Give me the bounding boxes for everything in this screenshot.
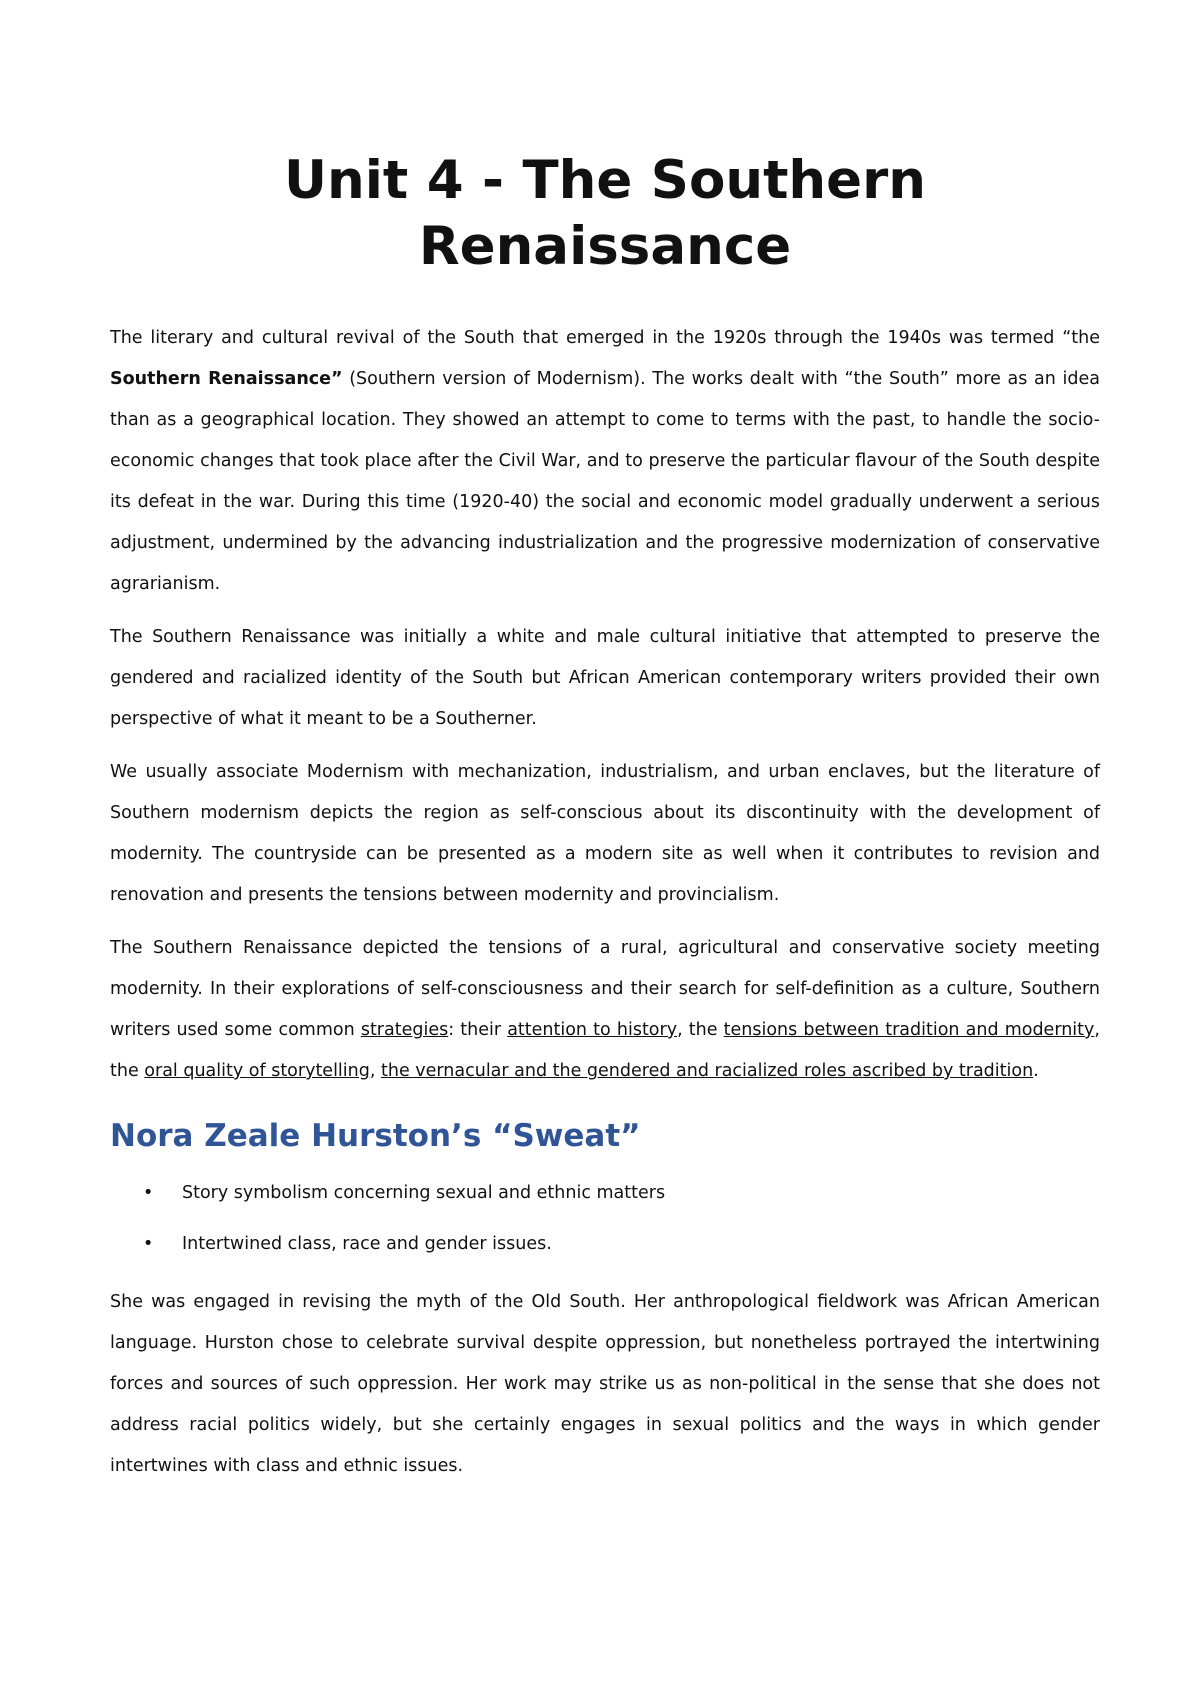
page-title-line-1: Unit 4 - The Southern bbox=[284, 150, 926, 211]
paragraph-white-male-initiative: The Southern Renaissance was initially a white and male cultural initiative that attempted to preserve the gendered and racialized identity of the South but African American contemporary writers provided their own perspective of what it meant to be a Southerner. bbox=[110, 627, 1100, 729]
bullet-icon: • bbox=[143, 1234, 154, 1254]
document-page bbox=[110, 0, 1100, 1487]
strategies-text-a: The Southern Renaissance depicted the tensions of a rural, agricultural and conservative society meeting modernity. In their explorations of self-consciousness and their search for self-definition as a culture, Southern writers used some common bbox=[110, 938, 1100, 1040]
paragraph-intro-text-a: The literary and cultural revival of the South that emerged in the 1920s through the 1940s was termed “the bbox=[110, 328, 1100, 348]
term-southern-renaissance: Southern Renaissance” bbox=[110, 369, 343, 389]
paragraph-hurston: She was engaged in revising the myth of the Old South. Her anthropological fieldwork was African American language. Hurston chose to celebrate survival despite oppression, but nonetheless portrayed the intertwining forces and sources of such oppression. Her work may strike us as non-political in the sense that she does not address racial politics widely, but she certainly engages in sexual politics and the ways in which gender intertwines with class and ethnic issues. bbox=[110, 1292, 1100, 1476]
strategies-text-d: , the bbox=[110, 1020, 1100, 1081]
page-title bbox=[110, 148, 1100, 280]
section-heading-sweat: Nora Zeale Hurston’s “Sweat” bbox=[110, 1118, 641, 1154]
strategies-text-c: , the bbox=[677, 1020, 724, 1040]
strategies-text-e: , bbox=[369, 1061, 381, 1081]
page-title-line-2: Renaissance bbox=[418, 216, 792, 277]
bullet-list bbox=[110, 1180, 1100, 1258]
list-item-text: Intertwined class, race and gender issues. bbox=[182, 1234, 552, 1254]
vernacular-roles-underlined: the vernacular and the gendered and racialized roles ascribed by tradition bbox=[381, 1061, 1034, 1081]
paragraph-modernism-association: We usually associate Modernism with mechanization, industrialism, and urban enclaves, but the literature of Southern modernism depicts the region as self-conscious about its discontinuity with the development of modernity. The countryside can be presented as a modern site as well when it contributes to revision and renovation and presents the tensions between modernity and provincialism. bbox=[110, 762, 1100, 905]
paragraph-tensions-strategies bbox=[110, 928, 1100, 1092]
attention-to-history-underlined: attention to history bbox=[507, 1020, 678, 1040]
bullet-icon: • bbox=[143, 1183, 154, 1203]
strategies-text-f: . bbox=[1033, 1061, 1039, 1081]
tradition-modernity-underlined: tensions between tradition and modernity bbox=[723, 1020, 1095, 1040]
list-item-text: Story symbolism concerning sexual and ethnic matters bbox=[182, 1183, 666, 1203]
paragraph-intro-text-b: (Southern version of Modernism). The works dealt with “the South” more as an idea than as a geographical location. They showed an attempt to come to terms with the past, to handle the socio-economic changes that took place after the Civil War, and to preserve the particular flavour of the South despite its defeat in the war. During this time (1920-40) the social and economic model gradually underwent a serious adjustment, undermined by the advancing industrialization and the progressive modernization of conservative agrarianism. bbox=[110, 369, 1100, 594]
strategies-text-b: : their bbox=[448, 1020, 508, 1040]
list-item bbox=[110, 1231, 1100, 1258]
list-item bbox=[110, 1180, 1100, 1207]
strategies-underlined: strategies bbox=[360, 1020, 449, 1040]
oral-storytelling-underlined: oral quality of storytelling bbox=[144, 1061, 370, 1081]
paragraph-intro bbox=[110, 318, 1100, 605]
